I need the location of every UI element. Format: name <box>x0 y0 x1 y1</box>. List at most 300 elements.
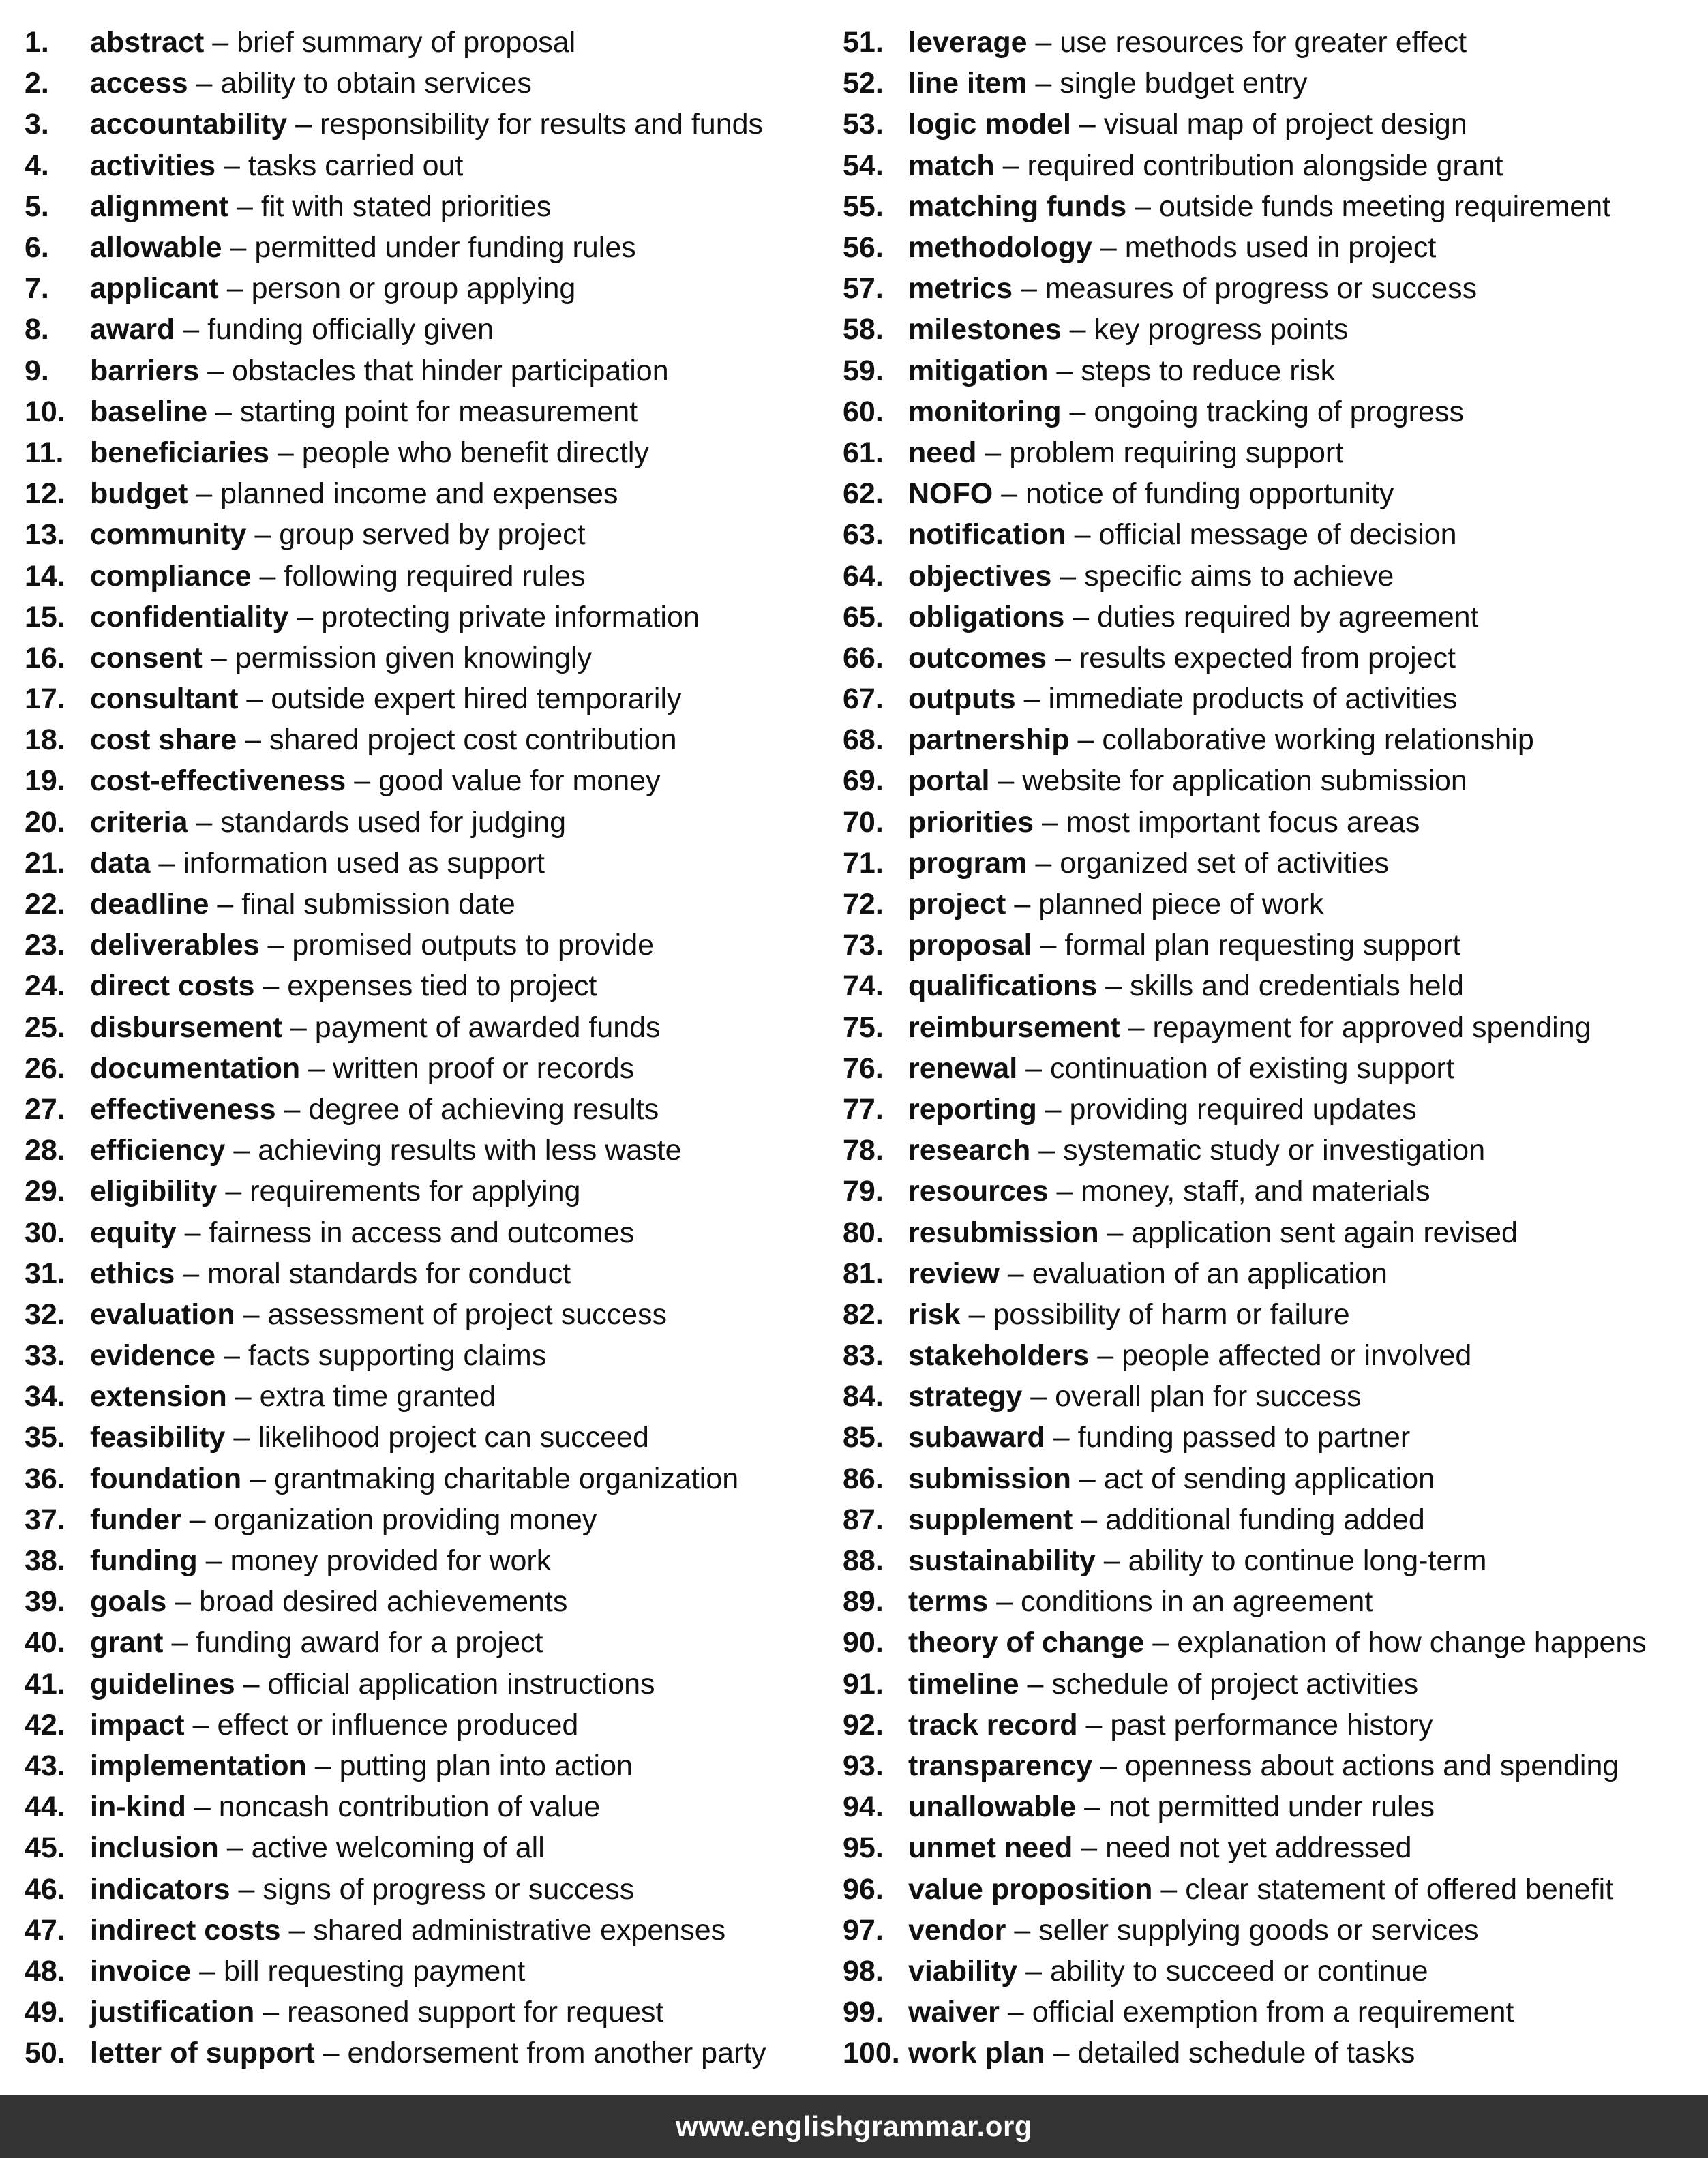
entry-separator: – <box>968 1298 985 1331</box>
entry-definition: moral standards for conduct <box>207 1257 571 1290</box>
entry-number: 58. <box>843 313 884 346</box>
entry-separator: – <box>158 846 175 880</box>
glossary-entry <box>843 1417 1702 1458</box>
entry-separator: – <box>1023 683 1040 716</box>
entry-definition: signs of progress or success <box>263 1872 635 1906</box>
entry-term: transparency <box>908 1749 1093 1782</box>
glossary-entry <box>25 2033 829 2073</box>
glossary-entry <box>843 1992 1702 2033</box>
glossary-entry <box>843 2033 1702 2073</box>
glossary-entry <box>25 1786 829 1827</box>
entry-number: 63. <box>843 518 884 552</box>
entry-term: milestones <box>908 313 1062 346</box>
entry-separator: – <box>1128 1010 1145 1044</box>
entry-term: activities <box>90 149 216 182</box>
entry-number: 95. <box>843 1831 884 1865</box>
entry-term: eligibility <box>90 1175 218 1208</box>
entry-number: 23. <box>25 929 65 962</box>
entry-definition: outside funds meeting requirement <box>1158 190 1611 223</box>
entry-definition: required contribution alongside grant <box>1027 149 1503 182</box>
entry-term: strategy <box>908 1380 1023 1413</box>
entry-term: leverage <box>908 26 1028 59</box>
entry-term: notification <box>908 518 1066 552</box>
entry-term: barriers <box>90 354 200 387</box>
entry-number: 1. <box>25 26 49 59</box>
entry-number: 73. <box>843 929 884 962</box>
entry-definition: evaluation of an application <box>1032 1257 1388 1290</box>
glossary-entry <box>25 925 829 965</box>
entry-number: 32. <box>25 1298 65 1331</box>
entry-term: indicators <box>90 1872 230 1906</box>
entry-term: effectiveness <box>90 1092 276 1126</box>
glossary-entry <box>25 104 829 145</box>
entry-definition: need not yet addressed <box>1105 1831 1412 1865</box>
entry-separator: – <box>354 764 371 798</box>
glossary-entry <box>843 1294 1702 1335</box>
glossary-entry <box>843 514 1702 555</box>
glossary-entry <box>25 638 829 678</box>
entry-term: sustainability <box>908 1544 1096 1578</box>
entry-number: 99. <box>843 1996 884 2029</box>
glossary-entry <box>25 1540 829 1581</box>
entry-separator: – <box>1053 1421 1070 1454</box>
entry-separator: – <box>1074 518 1091 552</box>
glossary-entry <box>843 1868 1702 1909</box>
glossary-entry <box>25 1130 829 1171</box>
entry-term: mitigation <box>908 354 1049 387</box>
entry-definition: noncash contribution of value <box>218 1790 601 1824</box>
glossary-entry <box>25 473 829 514</box>
entry-definition: systematic study or investigation <box>1063 1134 1486 1167</box>
glossary-entry <box>843 104 1702 145</box>
entry-number: 71. <box>843 846 884 880</box>
glossary-entry <box>843 145 1702 186</box>
entry-separator: – <box>277 436 294 469</box>
entry-separator: – <box>1069 395 1086 428</box>
entry-number: 67. <box>843 683 884 716</box>
entry-separator: – <box>1025 1954 1042 1988</box>
entry-number: 40. <box>25 1626 65 1660</box>
glossary-entry <box>843 391 1702 432</box>
entry-definition: problem requiring support <box>1009 436 1344 469</box>
glossary-entry <box>843 555 1702 596</box>
glossary-entry <box>843 1540 1702 1581</box>
entry-number: 2. <box>25 67 49 100</box>
entry-term: data <box>90 846 151 880</box>
entry-definition: starting point for measurement <box>239 395 638 428</box>
entry-definition: shared administrative expenses <box>313 1913 726 1947</box>
entry-number: 17. <box>25 683 65 716</box>
entry-term: direct costs <box>90 970 255 1003</box>
entry-number: 91. <box>843 1667 884 1700</box>
entry-definition: achieving results with less waste <box>258 1134 682 1167</box>
glossary-entry <box>843 227 1702 268</box>
entry-term: feasibility <box>90 1421 226 1454</box>
glossary-entry <box>25 22 829 63</box>
entry-definition: good value for money <box>378 764 661 798</box>
glossary-entry <box>843 1622 1702 1663</box>
glossary-entry <box>843 802 1702 843</box>
glossary-entry <box>843 1048 1702 1089</box>
entry-definition: notice of funding opportunity <box>1025 477 1394 511</box>
entry-separator: – <box>1107 1216 1124 1249</box>
entry-definition: standards used for judging <box>220 805 567 839</box>
glossary-entry <box>25 268 829 309</box>
entry-separator: – <box>230 231 247 265</box>
glossary-entry <box>843 719 1702 760</box>
entry-number: 37. <box>25 1503 65 1536</box>
entry-definition: steps to reduce risk <box>1081 354 1336 387</box>
entry-separator: – <box>985 436 1002 469</box>
glossary-entry <box>843 186 1702 227</box>
entry-definition: methods used in project <box>1124 231 1437 265</box>
entry-term: funding <box>90 1544 198 1578</box>
entry-separator: – <box>217 888 234 921</box>
glossary-entry <box>25 227 829 268</box>
entry-number: 69. <box>843 764 884 798</box>
entry-definition: likelihood project can succeed <box>258 1421 649 1454</box>
entry-definition: obstacles that hinder participation <box>232 354 669 387</box>
entry-number: 7. <box>25 272 49 305</box>
entry-definition: reasoned support for request <box>287 1996 664 2029</box>
entry-separator: – <box>259 559 276 593</box>
glossary-entry <box>25 350 829 391</box>
entry-separator: – <box>996 1585 1013 1619</box>
glossary-entry <box>25 719 829 760</box>
entry-number: 14. <box>25 559 65 593</box>
glossary-entry <box>843 473 1702 514</box>
entry-separator: – <box>250 1462 266 1495</box>
glossary-entry <box>25 1417 829 1458</box>
entry-separator: – <box>196 477 213 511</box>
entry-term: track record <box>908 1708 1078 1741</box>
entry-definition: ability to succeed or continue <box>1049 1954 1428 1988</box>
entry-separator: – <box>1100 231 1117 265</box>
entry-term: outcomes <box>908 641 1047 674</box>
entry-definition: money, staff, and materials <box>1081 1175 1430 1208</box>
entry-number: 20. <box>25 805 65 839</box>
entry-definition: specific aims to achieve <box>1084 559 1394 593</box>
entry-number: 96. <box>843 1872 884 1906</box>
entry-definition: funding award for a project <box>196 1626 543 1660</box>
entry-separator: – <box>224 1339 240 1373</box>
entry-number: 98. <box>843 1954 884 1988</box>
entry-term: documentation <box>90 1051 301 1085</box>
entry-term: implementation <box>90 1749 307 1782</box>
entry-separator: – <box>1100 1749 1117 1782</box>
entry-term: cost-effectiveness <box>90 764 346 798</box>
entry-number: 5. <box>25 190 49 223</box>
entry-definition: official message of decision <box>1098 518 1457 552</box>
entry-term: invoice <box>90 1954 192 1988</box>
entry-number: 56. <box>843 231 884 265</box>
entry-definition: single budget entry <box>1060 67 1308 100</box>
entry-number: 88. <box>843 1544 884 1578</box>
entry-number: 36. <box>25 1462 65 1495</box>
entry-definition: ability to continue long-term <box>1128 1544 1487 1578</box>
entry-number: 21. <box>25 846 65 880</box>
glossary-entry <box>843 268 1702 309</box>
entry-separator: – <box>238 1872 255 1906</box>
entry-number: 77. <box>843 1092 884 1126</box>
entry-number: 35. <box>25 1421 65 1454</box>
glossary-entry <box>843 678 1702 719</box>
entry-separator: – <box>1077 723 1094 757</box>
entry-term: viability <box>908 1954 1018 1988</box>
entry-definition: most important focus areas <box>1066 805 1420 839</box>
entry-term: deadline <box>90 888 209 921</box>
entry-number: 8. <box>25 313 49 346</box>
entry-separator: – <box>254 518 271 552</box>
entry-separator: – <box>235 1380 252 1413</box>
entry-separator: – <box>1045 1092 1062 1126</box>
entry-separator: – <box>226 272 243 305</box>
entry-number: 50. <box>25 2037 65 2070</box>
entry-number: 83. <box>843 1339 884 1373</box>
entry-definition: schedule of project activities <box>1051 1667 1419 1700</box>
entry-definition: organized set of activities <box>1060 846 1390 880</box>
entry-number: 10. <box>25 395 65 428</box>
entry-separator: – <box>1001 477 1018 511</box>
entry-number: 81. <box>843 1257 884 1290</box>
entry-separator: – <box>1040 929 1057 962</box>
entry-separator: – <box>243 1298 260 1331</box>
entry-number: 16. <box>25 641 65 674</box>
entry-term: justification <box>90 1996 255 2029</box>
glossary-entry <box>25 1992 829 2033</box>
glossary-entry <box>843 1130 1702 1171</box>
entry-separator: – <box>998 764 1015 798</box>
entry-number: 68. <box>843 723 884 757</box>
entry-separator: – <box>224 149 240 182</box>
entry-term: NOFO <box>908 477 993 511</box>
entry-number: 93. <box>843 1749 884 1782</box>
entry-separator: – <box>194 1790 211 1824</box>
glossary-entry <box>843 1499 1702 1540</box>
entry-term: portal <box>908 764 990 798</box>
entry-separator: – <box>226 1831 243 1865</box>
entry-term: community <box>90 518 247 552</box>
entry-term: partnership <box>908 723 1070 757</box>
entry-number: 53. <box>843 108 884 141</box>
entry-term: disbursement <box>90 1010 282 1044</box>
glossary-entry <box>25 1253 829 1294</box>
entry-definition: website for application submission <box>1022 764 1467 798</box>
glossary-entry <box>25 760 829 801</box>
entry-separator: – <box>246 683 263 716</box>
glossary-entry <box>843 1458 1702 1499</box>
entry-separator: – <box>233 1421 250 1454</box>
entry-number: 29. <box>25 1175 65 1208</box>
entry-definition: outside expert hired temporarily <box>271 683 682 716</box>
glossary-entry <box>25 1335 829 1376</box>
entry-definition: responsibility for results and funds <box>319 108 764 141</box>
glossary-entry <box>25 186 829 227</box>
entry-separator: – <box>1027 1667 1044 1700</box>
entry-definition: facts supporting claims <box>248 1339 547 1373</box>
entry-number: 87. <box>843 1503 884 1536</box>
entry-term: unallowable <box>908 1790 1077 1824</box>
entry-separator: – <box>196 805 213 839</box>
entry-separator: – <box>1103 1544 1120 1578</box>
entry-separator: – <box>175 1585 192 1619</box>
entry-number: 33. <box>25 1339 65 1373</box>
entry-term: proposal <box>908 929 1032 962</box>
entry-separator: – <box>205 1544 222 1578</box>
entry-term: equity <box>90 1216 177 1249</box>
entry-number: 48. <box>25 1954 65 1988</box>
entry-term: access <box>90 67 188 100</box>
glossary-entry <box>25 884 829 925</box>
glossary-entry <box>25 1212 829 1253</box>
entry-separator: – <box>183 313 200 346</box>
entry-separator: – <box>1069 313 1086 346</box>
entry-number: 46. <box>25 1872 65 1906</box>
glossary-entry <box>25 1581 829 1622</box>
entry-definition: extra time granted <box>259 1380 496 1413</box>
entry-term: project <box>908 888 1006 921</box>
glossary-entry <box>843 638 1702 678</box>
entry-separator: – <box>1160 1872 1178 1906</box>
entry-number: 55. <box>843 190 884 223</box>
entry-separator: – <box>284 1092 301 1126</box>
entry-number: 72. <box>843 888 884 921</box>
entry-separator: – <box>196 67 213 100</box>
entry-number: 43. <box>25 1749 65 1782</box>
entry-definition: grantmaking charitable organization <box>273 1462 739 1495</box>
entry-separator: – <box>323 2037 340 2070</box>
entry-number: 92. <box>843 1708 884 1741</box>
entry-term: objectives <box>908 559 1052 593</box>
entry-number: 61. <box>843 436 884 469</box>
glossary-entry <box>25 1664 829 1705</box>
entry-definition: permitted under funding rules <box>254 231 636 265</box>
entry-definition: use resources for greater effect <box>1060 26 1467 59</box>
entry-number: 25. <box>25 1010 65 1044</box>
entry-separator: – <box>215 395 232 428</box>
entry-number: 62. <box>843 477 884 511</box>
glossary-entry <box>25 1951 829 1992</box>
entry-definition: final submission date <box>241 888 515 921</box>
entry-number: 31. <box>25 1257 65 1290</box>
entry-number: 4. <box>25 149 49 182</box>
entry-term: terms <box>908 1585 989 1619</box>
entry-term: research <box>908 1134 1031 1167</box>
entry-number: 42. <box>25 1708 65 1741</box>
entry-definition: funding officially given <box>207 313 494 346</box>
footer-url[interactable]: www.englishgrammar.org <box>676 2110 1032 2142</box>
glossary-entry <box>843 925 1702 965</box>
entry-term: review <box>908 1257 1000 1290</box>
entry-term: vendor <box>908 1913 1006 1947</box>
entry-term: methodology <box>908 231 1092 265</box>
entry-term: indirect costs <box>90 1913 281 1947</box>
entry-number: 78. <box>843 1134 884 1167</box>
entry-number: 80. <box>843 1216 884 1249</box>
entry-separator: – <box>192 1708 209 1741</box>
entry-separator: – <box>1056 1175 1073 1208</box>
entry-term: inclusion <box>90 1831 219 1865</box>
entry-number: 89. <box>843 1585 884 1619</box>
glossary-entry <box>25 1868 829 1909</box>
entry-separator: – <box>1030 1380 1047 1413</box>
entry-definition: duties required by agreement <box>1097 600 1479 633</box>
entry-term: line item <box>908 67 1028 100</box>
glossary-entry <box>25 678 829 719</box>
glossary-entry <box>843 1664 1702 1705</box>
glossary-entry <box>25 1910 829 1951</box>
glossary-entry <box>843 1581 1702 1622</box>
entry-definition: permission given knowingly <box>235 641 593 674</box>
entry-definition: continuation of existing support <box>1049 1051 1454 1085</box>
entry-number: 86. <box>843 1462 884 1495</box>
entry-number: 82. <box>843 1298 884 1331</box>
entry-term: priorities <box>908 805 1034 839</box>
entry-definition: degree of achieving results <box>308 1092 659 1126</box>
entry-number: 44. <box>25 1790 65 1824</box>
entry-number: 19. <box>25 764 65 798</box>
glossary-entry <box>843 432 1702 473</box>
entry-term: need <box>908 436 977 469</box>
entry-separator: – <box>1055 641 1071 674</box>
entry-separator: – <box>1025 1051 1043 1085</box>
entry-number: 15. <box>25 600 65 633</box>
entry-definition: visual map of project design <box>1103 108 1467 141</box>
entry-definition: group served by project <box>279 518 586 552</box>
entry-term: budget <box>90 477 188 511</box>
glossary-column-right <box>843 22 1702 2073</box>
entry-term: abstract <box>90 26 205 59</box>
entry-separator: – <box>1002 149 1019 182</box>
entry-term: beneficiaries <box>90 436 269 469</box>
entry-definition: official exemption from a requirement <box>1032 1996 1514 2029</box>
entry-term: evaluation <box>90 1298 235 1331</box>
entry-term: efficiency <box>90 1134 226 1167</box>
glossary-entry <box>843 1951 1702 1992</box>
entry-term: funder <box>90 1503 181 1536</box>
entry-separator: – <box>1035 67 1052 100</box>
entry-number: 85. <box>843 1421 884 1454</box>
entry-number: 90. <box>843 1626 884 1660</box>
entry-definition: explanation of how change happens <box>1177 1626 1647 1660</box>
entry-term: consent <box>90 641 203 674</box>
glossary-entry <box>25 1007 829 1048</box>
entry-term: reporting <box>908 1092 1037 1126</box>
entry-number: 34. <box>25 1380 65 1413</box>
entry-term: goals <box>90 1585 167 1619</box>
entry-separator: – <box>1079 1462 1096 1495</box>
entry-definition: information used as support <box>183 846 545 880</box>
entry-separator: – <box>1056 354 1073 387</box>
entry-term: submission <box>908 1462 1071 1495</box>
glossary-entry <box>843 1007 1702 1048</box>
entry-number: 13. <box>25 518 65 552</box>
entry-term: theory of change <box>908 1626 1145 1660</box>
entry-number: 38. <box>25 1544 65 1578</box>
entry-separator: – <box>1041 805 1058 839</box>
entry-separator: – <box>297 600 314 633</box>
entry-definition: protecting private information <box>321 600 700 633</box>
entry-separator: – <box>199 1954 216 1988</box>
entry-term: stakeholders <box>908 1339 1090 1373</box>
entry-separator: – <box>1073 600 1090 633</box>
entry-term: baseline <box>90 395 208 428</box>
entry-number: 52. <box>843 67 884 100</box>
glossary-entry <box>25 1376 829 1417</box>
glossary-entry <box>843 309 1702 350</box>
glossary-entry <box>25 1705 829 1745</box>
entry-separator: – <box>1014 1913 1031 1947</box>
